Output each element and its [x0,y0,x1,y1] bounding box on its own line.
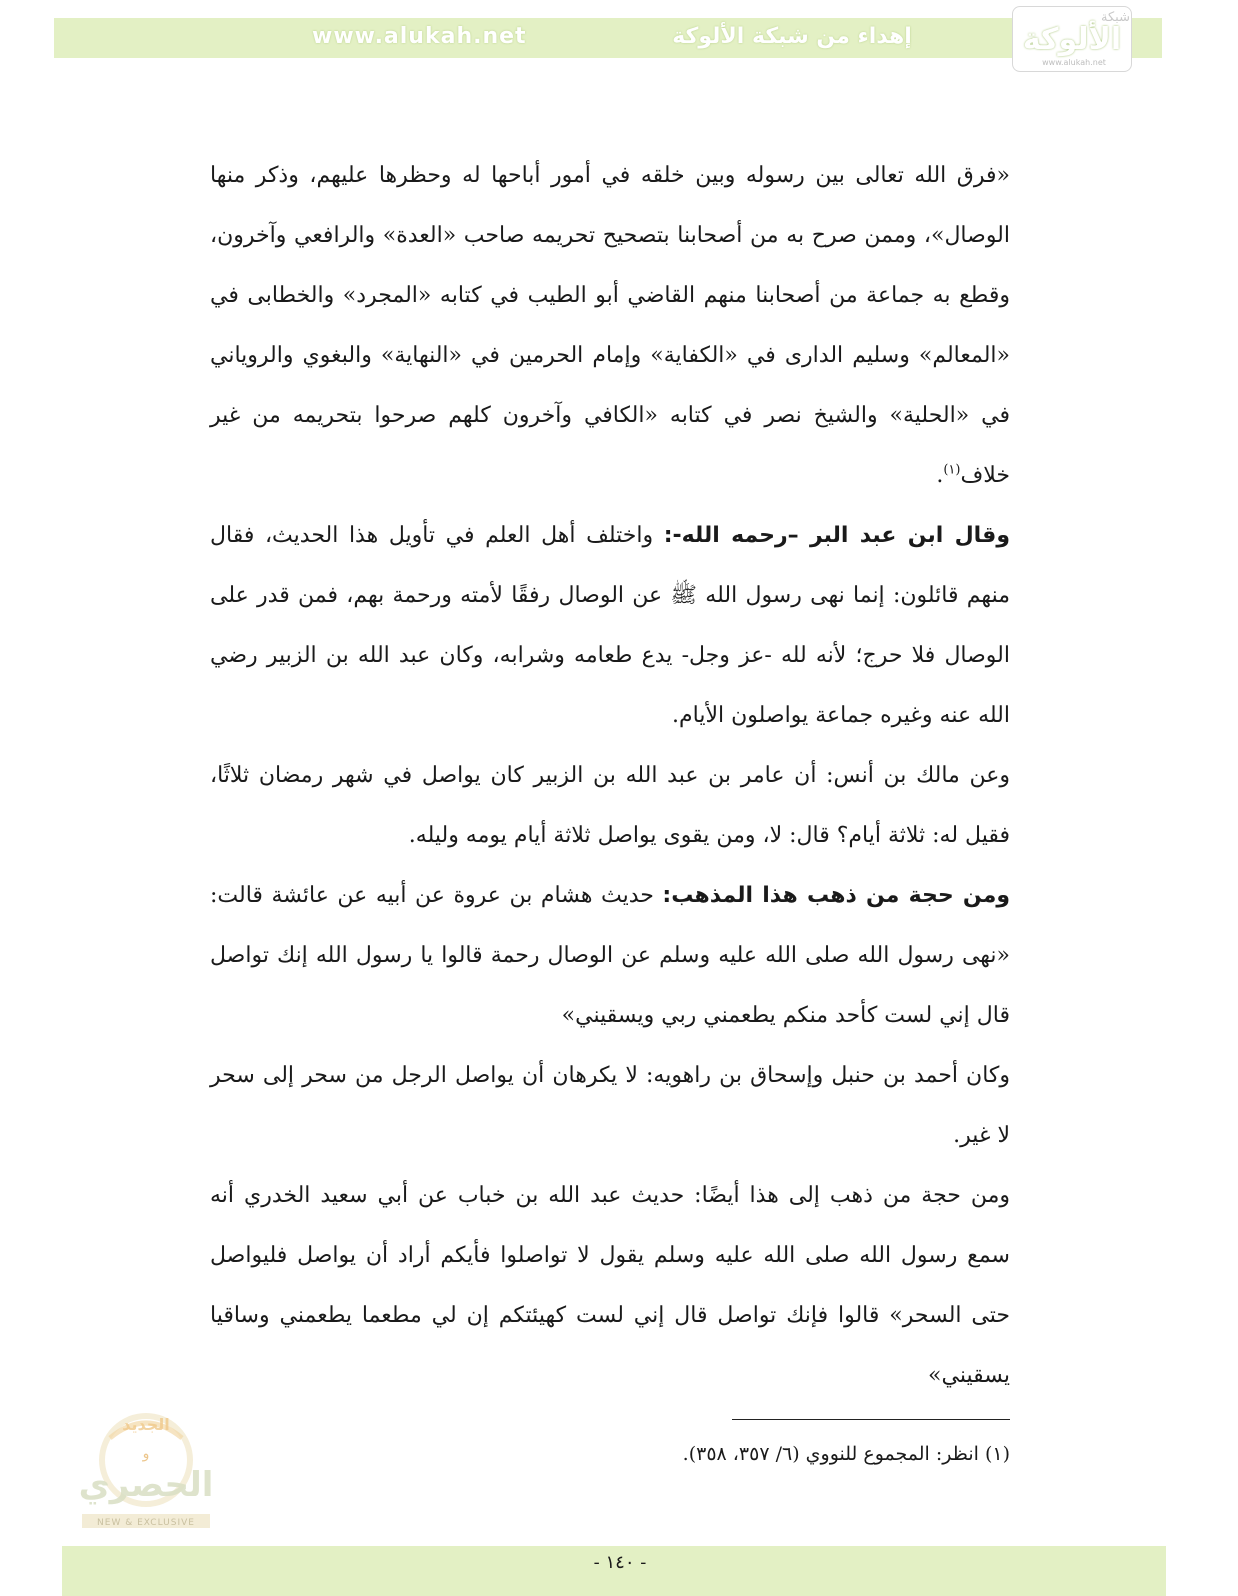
header-band [54,18,1162,58]
logo-subtitle: شبكة [1101,10,1130,25]
badge-top-text: الجديد [122,1415,170,1434]
footnote: (١) انظر: المجموع للنووي (٦/ ٣٥٧، ٣٥٨). [682,1443,1010,1465]
speaker-heading: وقال ابن عبد البر –رحمه الله-: [663,523,1010,548]
paragraph-6: ومن حجة من ذهب إلى هذا أيضًا: حديث عبد الله بن خباب عن أبي سعيد الخدري أنه سمع رسول الله صلى الله عليه وسلم يقول لا تواصلوا فأيكم أراد أن يواصل فليواصل حتى السحر» قالوا فإنك تواصل قال إني لست كهيئتكم إن لي مطعما يطعمني وساقيا يسقيني» [210,1183,1010,1388]
main-text [210,146,1010,1406]
logo-url: www.alukah.net [1042,58,1106,67]
paragraph-1: «فرق الله تعالى بين رسوله وبين خلقه في أمور أباحها له وحظرها عليهم، وذكر منها الوصال»، وممن صرح به من أصحابنا بتصحيح تحريمه صاحب «العدة» والرافعي وآخرون، وقطع به جماعة من أصحابنا منهم القاضي أبو الطيب في كتابه «المجرد» والخطابى في «المعالم» وسليم الدارى في «الكفاية» وإمام الحرمين في «النهاية» والبغوي والروياني في «الحلية» والشيخ نصر في كتابه «الكافي وآخرون كلهم صرحوا بتحريمه من غير خلاف$^{(١)}$. [210,163,1010,488]
paragraph-3: وعن مالك بن أنس: أن عامر بن عبد الله بن الزبير كان يواصل في شهر رمضان ثلاثًا، فقيل له: ثلاثة أيام؟ قال: لا، ومن يقوى يواصل ثلاثة أيام يومه وليله. [210,763,1010,848]
paragraph-4: ومن حجة من ذهب هذا المذهب: حديث هشام بن عروة عن أبيه عن عائشة قالت: «نهى رسول الله صلى الله عليه وسلم عن الوصال رحمة قالوا يا رسول الله إنك تواصل قال إني لست كأحد منكم يطعمني ربي ويسقيني» [210,883,1010,1028]
page-number: - ١٤٠ - [593,1552,647,1573]
badge-bottom-text: NEW & EXCLUSIVE [97,1518,195,1528]
logo-title: الألوكة [1022,22,1122,57]
argument-heading: ومن حجة من ذهب هذا المذهب: [662,883,1010,908]
badge-main-text: الحصري [78,1465,214,1505]
header-url[interactable]: www.alukah.net [312,24,527,49]
footnote-divider [732,1419,1010,1420]
new-exclusive-badge [76,1398,216,1532]
badge-mid-text: و [142,1446,150,1462]
header-gift-text: إهداء من شبكة الألوكة [672,24,912,49]
footnote-reference[interactable]: (١) [943,462,961,478]
paragraph-2: وقال ابن عبد البر –رحمه الله-: واختلف أهل العلم في تأويل هذا الحديث، فقال منهم قائلون: إنما نهى رسول الله ﷺ عن الوصال رفقًا لأمته ورحمة بهم، فمن قدر على الوصال فلا حرج؛ لأنه لله -عز وجل- يدع طعامه وشرابه، وكان عبد الله بن الزبير رضي الله عنه وغيره جماعة يواصلون الأيام. [210,523,1010,728]
paragraph-5: وكان أحمد بن حنبل وإسحاق بن راهويه: لا يكرهان أن يواصل الرجل من سحر إلى سحر لا غير. [210,1063,1010,1148]
